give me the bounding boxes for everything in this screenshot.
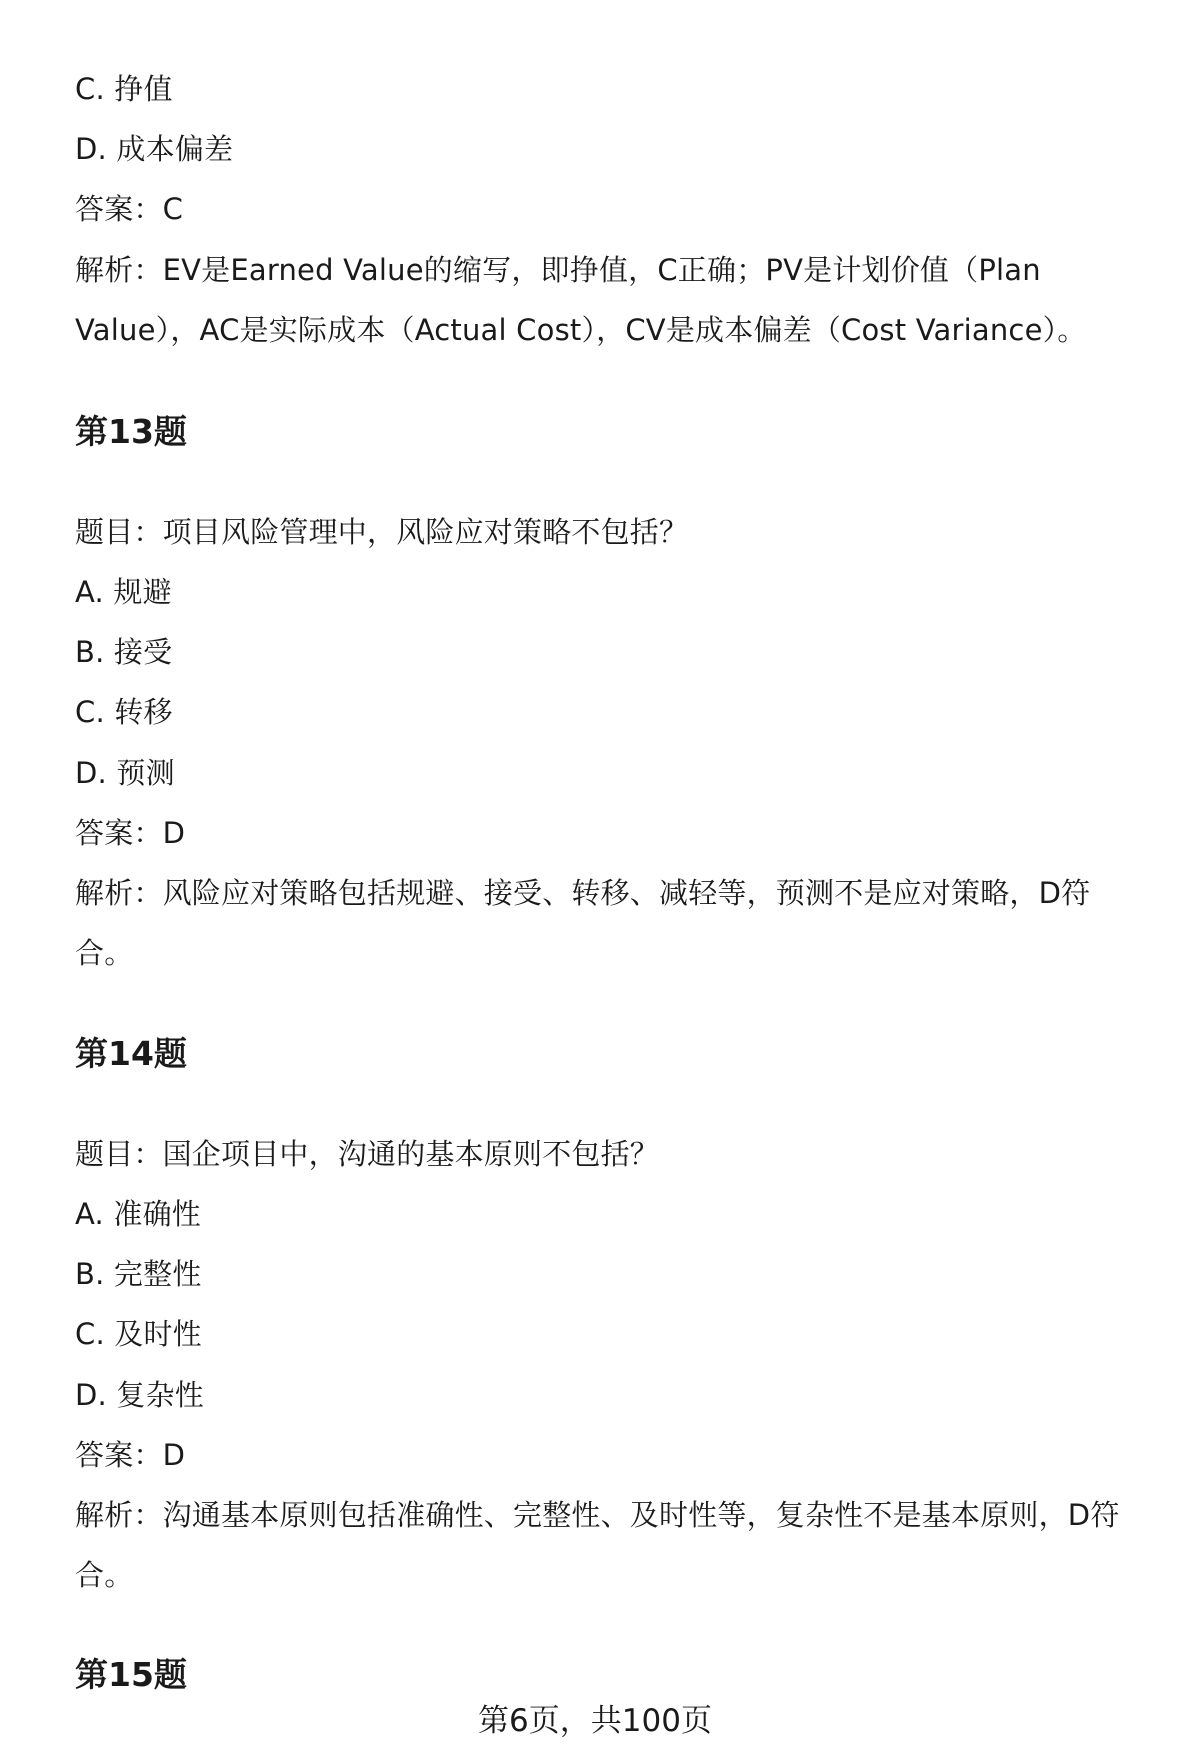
q13-option-c: C. 转移	[75, 695, 173, 729]
q14-heading: 第14题	[75, 1034, 187, 1073]
q14-answer: 答案：D	[75, 1438, 186, 1472]
q13-option-d: D. 预测	[75, 756, 175, 790]
q12-analysis-line2: Value），AC是实际成本（Actual Cost），CV是成本偏差（Cost Variance）。	[75, 313, 1087, 347]
q13-option-b: B. 接受	[75, 635, 173, 669]
q13-answer: 答案：D	[75, 816, 186, 850]
q14-option-b: B. 完整性	[75, 1257, 202, 1291]
q14-analysis-line1: 解析：沟通基本原则包括准确性、完整性、及时性等，复杂性不是基本原则，D符	[75, 1498, 1120, 1532]
q14-option-d: D. 复杂性	[75, 1378, 204, 1412]
q14-option-a: A. 准确性	[75, 1197, 201, 1231]
q13-analysis-line2: 合。	[75, 936, 134, 970]
q13-option-a: A. 规避	[75, 575, 172, 609]
q15-heading: 第15题	[75, 1655, 187, 1694]
q13-question: 题目：项目风险管理中，风险应对策略不包括？	[75, 515, 689, 549]
q12-option-c: C. 挣值	[75, 72, 173, 106]
q13-heading: 第13题	[75, 412, 187, 451]
q12-analysis-line1: 解析：EV是Earned Value的缩写，即挣值，C正确；PV是计划价值（Plan	[75, 253, 1041, 287]
q14-question: 题目：国企项目中，沟通的基本原则不包括？	[75, 1137, 660, 1171]
page-number: 第6页，共100页	[478, 1703, 712, 1739]
q14-analysis-line2: 合。	[75, 1558, 134, 1592]
q12-answer: 答案：C	[75, 192, 184, 226]
q12-option-d: D. 成本偏差	[75, 132, 234, 166]
q14-option-c: C. 及时性	[75, 1317, 202, 1351]
q13-analysis-line1: 解析：风险应对策略包括规避、接受、转移、减轻等，预测不是应对策略，D符	[75, 876, 1091, 910]
